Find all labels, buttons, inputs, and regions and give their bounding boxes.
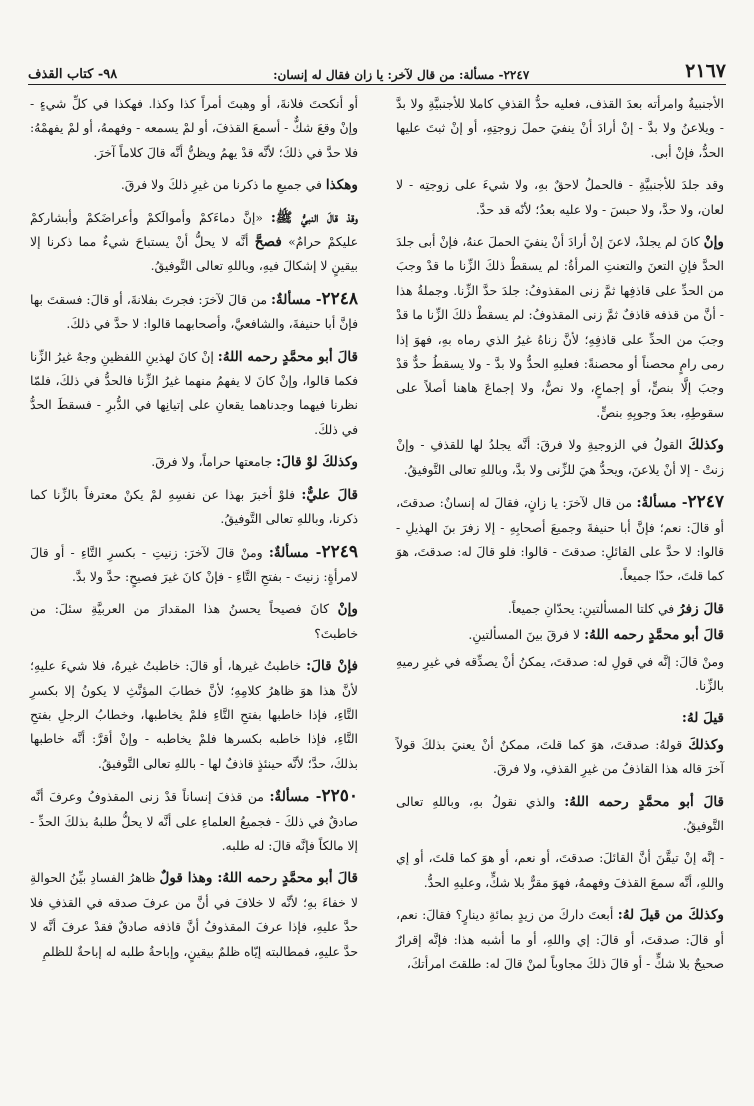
lead-word: فصحَّ (254, 234, 282, 251)
issue-number: ٢٢٥٠ (321, 786, 358, 807)
issue-2250 (30, 784, 358, 858)
lead-word: وإنْ (337, 601, 358, 618)
paragraph (396, 903, 724, 976)
speaker: قالَ عليٌّ: (301, 486, 358, 503)
paragraph: ومنْ قالَ: إنَّه في قولِ له: صدقتَ، يمكنُ أنْ يصدِّقه في غيرِ رميهِ بالزِّنا. (396, 653, 724, 693)
paragraph-text: إنْ كانَ لهذينِ اللفظينِ وجهٌ غيرُ الزِّنا فكما قالوا، وإنْ كانَ لا يفهمُ منهما غيرُ الزِّنا فالحدُّ في ذلكَ، فلمّا نظرنا فيهما وجدناهما يقعانِ على إتيانِها في الدُّبرِ - فسقطَ الحدُّ في ذلكَ. (30, 348, 358, 437)
issue-label: - مسألةٌ: (271, 291, 322, 308)
paragraph (30, 345, 358, 443)
paragraph-text: خاطبتُ غيرها، أو قالَ: خاطبتُ غيرهُ، فلا شيءَ عليهِ؛ لأنَّ هذا هوَ ظاهرُ كلامِهِ؛ لأنَّ خطابَ المؤنَّثِ لا يكونُ إلا بكسرِ التَّاءِ، فإذا خاطبها بفتحِ التَّاءِ فلمْ يخاطبها، وخطابُ الرجلِ بفتحِ التَّاءِ، فإذا خاطبه بكسرها فلمْ يخاطبه - وإنْ أقرَّ: أنَّه خاطبها بذلكَ، حدَّ؛ لأنَّه حينئذٍ قاذفٌ لها - باللهِ تعالى التَّوفيقُ. (30, 658, 358, 771)
speaker: قالَ أبو محمَّدٍ رحمه اللهُ: (584, 627, 724, 644)
lead-word: وإنْ (703, 234, 724, 251)
speaker: قالَ أبو محمَّدٍ رحمه اللهُ: وهذا قولٌ (159, 870, 358, 887)
paragraph-text: لا فرقَ بينَ المسألتينِ. (468, 627, 581, 643)
paragraph (30, 654, 358, 776)
issue-label: - مسألةٌ: (636, 495, 688, 512)
issue-number: ٢٢٤٨ (321, 288, 358, 309)
paragraph (396, 706, 724, 730)
lead-word: وكذلكَ (688, 736, 724, 753)
paragraph: وقد جلدَ للأجنبيَّةِ - فالحملُ لاحقٌ بهِ، ولا شيءَ على زوجتِه - لا لعان، ولا حدَّ، ولا حبسَ - ولا عليه بعدُ؛ لأنّه قد حدَّ. (396, 177, 724, 217)
paragraph-text: في جميعِ ما ذكرنا من غيرِ ذلكَ ولا فرقَ. (120, 177, 322, 193)
paragraph: أو أنكحتَ فلانةَ، أو وهبتَ أمراً كذا وكذا. فهكذا في كلِّ شيءٍ - وإنْ وقعَ شكٌّ - أسمعَ القذفَ، أو لمْ يسمعه - وفهمهُ، أو لمْ يفهمْهُ: فلا حدَّ في ذلكَ؛ لأنَّه قدْ يهمُ ويظنُّ أنَّه قالَ كلاماً آخرَ. (30, 96, 358, 160)
paragraph-text: من قالَ لآخرَ: فجرتَ بفلانةَ، أو قالَ: فسقتَ بها فإنَّ أبا حنيفةَ، والشافعيَّ، وأصحابهما قالوا: لا حدَّ في ذلكَ. (30, 291, 358, 332)
paragraph (396, 597, 724, 621)
speaker: قالَ أبو محمَّدٍ رحمه اللهُ: (217, 348, 358, 365)
paragraph (30, 450, 358, 474)
paragraph: - إنَّه إنْ تيقَّنَ أنَّ القائلَ: صدقتَ، أو نعم، أو هوَ كما قلتَ، أو إي واللهِ، أنَّه سمعَ القذفَ وفهمهُ، فهوَ مقرٌّ بلا شكٍّ، وعليهِ الحدُّ. (396, 850, 724, 890)
paragraph-text: القولُ في الزوجيةِ ولا فرقَ: أنَّه يجلدُ لها للقذفِ - وإنْ زنتْ - إلا أنْ يلاعنَ، ويحدُّ هيَ للزِّنى ولا بدَّ، وباللهِ تعالى التَّوفيقُ. (396, 437, 724, 477)
paragraph (396, 433, 724, 482)
issue-label: - مسألةٌ: (269, 789, 322, 806)
paragraph-text: جامعتها حراماً، ولا فرقَ. (151, 454, 273, 470)
issue-number: ٢٢٤٧ (687, 492, 724, 513)
running-title: ٢٢٤٧- مسألة: من قال لآخر: يا زان فقال له إنسان: (273, 68, 530, 82)
paragraph-text: ومنْ قالَ لآخرَ: زنيتِ - بكسرِ التَّاءِ - أو قالَ لامرأةٍ: زنيتَ - بفتحِ التَّاءِ - فإنْ كانَ غيرَ فصيحٍ: حدَّ ولا بدَّ. (30, 544, 358, 584)
paragraph-text: ظاهرُ الفسادِ بيِّنُ الحوالةِ لا خفاءَ بهِ؛ لأنَّه لا خلافَ في أنَّ من عرفَ صدقه في القذفِ فلا حدَّ عليهِ، فإذا عرفَ المقذوفُ أنَّ قاذفه صادقٌ فقدْ عرفَ أنَّه لا حدَّ عليهِ، فمطالبته إيّاه ظلمٌ بيقينٍ، وإباحةُ طلبه له إباحةٌ للظلمِ (30, 870, 358, 959)
issue-number: ٢٢٤٩ (321, 541, 358, 562)
paragraph-text: قولهُ: صدقتَ، هوَ كما قلتَ، ممكنٌ أنْ يعنيَ بذلكَ قولاً آخرَ قاله هذا القاذفُ من غيرِ القذفِ، ولا فرقَ. (396, 736, 724, 777)
paragraph-text: أبعتَ داركَ من زيدٍ بمائةِ دينارٍ؟ فقالَ: نعم، أو قالَ: صدقتَ، أو قالَ: إي واللهِ، أو ما أشبه هذا: فإنَّه إقرارٌ صحيحٌ بلا شكٍّ - أو قالَ ذلكَ مجاوباً لمنْ قالَ له: طلقتَ امرأتكَ، (396, 907, 724, 971)
paragraph: الأجنبيةُ وامرأته بعدَ القذف، فعليه حدُّ القذفِ كاملا للأجنبيَّةِ ولا بدَّ - ويلاعنُ ولا بدَّ - إنْ أرادَ أنْ ينفيَ حملَ زوجتِهِ، أو إنْ ثبتَ عليها الحدُّ، فإنْ أبى. (396, 96, 724, 160)
page-header (28, 58, 726, 85)
paragraph-text: والذي نقولُ بهِ، وباللهِ تعالى التَّوفيقُ. (396, 793, 724, 833)
speaker: قالَ زفرُ (678, 600, 724, 617)
speaker: قيلَ لهُ: (681, 710, 724, 727)
paragraph (30, 597, 358, 646)
lead-word: وقدْ قالَ النبيُّ ﷺ: (270, 209, 358, 226)
right-column (396, 92, 724, 1096)
issue-2247 (396, 490, 724, 589)
issue-2248 (30, 287, 358, 337)
paragraph (396, 790, 724, 839)
issue-label: - مسألةٌ: (268, 544, 322, 561)
paragraph (30, 866, 358, 964)
paragraph-text: أنَّه لا يحلُّ أنْ يستباحَ شيءٌ مما ذكرنا إلا بيقينٍ لا إشكالَ فيهِ، وباللهِ تعالى التَّوفيقُ. (30, 234, 358, 274)
lead-word: وكذلكَ لوْ قالَ: (276, 454, 358, 471)
paragraph-text: كانَ لم يجلدْ، لاعنَ إنْ أرادَ أنْ ينفيَ الحملَ عنهُ، فإنْ أبى جلدَ الحدَّ فإنِ التعنَ والتعنتِ المرأةُ: لم يسقطْ ذلكَ الزِّنا ما قدْ وجبَ من الحدِّ على قاذفِها ثمَّ زنى المقذوفُ: جلدَ حدَّ الزِّنا. وجملةُ هذا - أنَّ من قذفه قاذفٌ ثمَّ زنى المقذوفُ: لم يسقطْ ذلكَ الزِّنا ما قدْ وجبَ من الحدِّ على قاذفِهِ؛ لأنَّ زناهُ غيرُ الذي رماه بهِ، فهوَ إذا رمى رامٍ محصناً أو محصنةً: فعليهِ الحدُّ ولا بدَّ - ولا يسقطُ حدٌّ قدْ وجبَ إلَّا بنصٍّ، أو إجماعٍ، ولا نصٌّ، ولا إجماعَ هاهنا أصلاً على سقوطِهِ، بعدَ وجوبِهِ بنصٍّ. (396, 234, 724, 420)
book-title: ٩٨- كتاب القذف (28, 67, 118, 82)
paragraph-text: فلوْ أخبرَ بهذا عن نفسِهِ لمْ يكنْ معترفاً بالزِّنا كما ذكرنا، وباللهِ تعالى التَّوفيقُ. (30, 486, 358, 527)
paragraph (30, 483, 358, 532)
paragraph (396, 733, 724, 782)
lead-word: وهكذا (325, 177, 358, 194)
paragraph-text: من قال لآخرَ: يا زانٍ، فقالَ له إنسانٌ: صدقتَ، أو قالَ: نعم؛ فإنَّ أبا حنيفةَ وجميعَ أصحابِهِ - إلا زفرَ بنَ الهذيلِ - قالوا: لا حدَّ على القائلِ: صدقتَ - قالوا: فلو قالَ له: صدقتَ، هوَ كما قلتَ، حدّا جميعاً. (396, 495, 724, 584)
issue-2249 (30, 540, 358, 590)
paragraph (30, 173, 358, 197)
paragraph-text: من قذفَ إنساناً قدْ زنى المقذوفُ وعرفَ أنَّه صادقٌ في ذلكَ - فجميعُ العلماءِ على أنَّه لا يحلُّ طلبهُ بذلكَ الحدِّ - إلا مالكاً فإنَّه قالَ: له طلبه. (30, 789, 358, 853)
hadith-quote: «إنَّ دماءَكمْ وأموالَكمْ وأعراضَكمْ وأبشاركمْ عليكمْ حرامٌ» (30, 209, 358, 250)
paragraph (396, 623, 724, 647)
lead-word: فإنْ قالَ: (306, 658, 359, 675)
left-column (30, 92, 358, 1096)
paragraph (30, 206, 358, 279)
speaker: قالَ أبو محمَّدٍ رحمه اللهُ: (564, 793, 724, 810)
lead-word: وكذلكَ من قيلَ لهُ: (617, 907, 724, 924)
paragraph-text: كانَ فصيحاً يحسنُ هذا المقدارَ من العربيَّةِ سئلَ: من خاطبتَ؟ (30, 601, 358, 641)
paragraph-text: في كلتا المسألتينِ: يحدّانِ جميعاً. (507, 600, 675, 616)
lead-word: وكذلكَ (688, 437, 724, 454)
paragraph (396, 230, 724, 425)
page-number: ٢١٦٧ (685, 60, 726, 82)
